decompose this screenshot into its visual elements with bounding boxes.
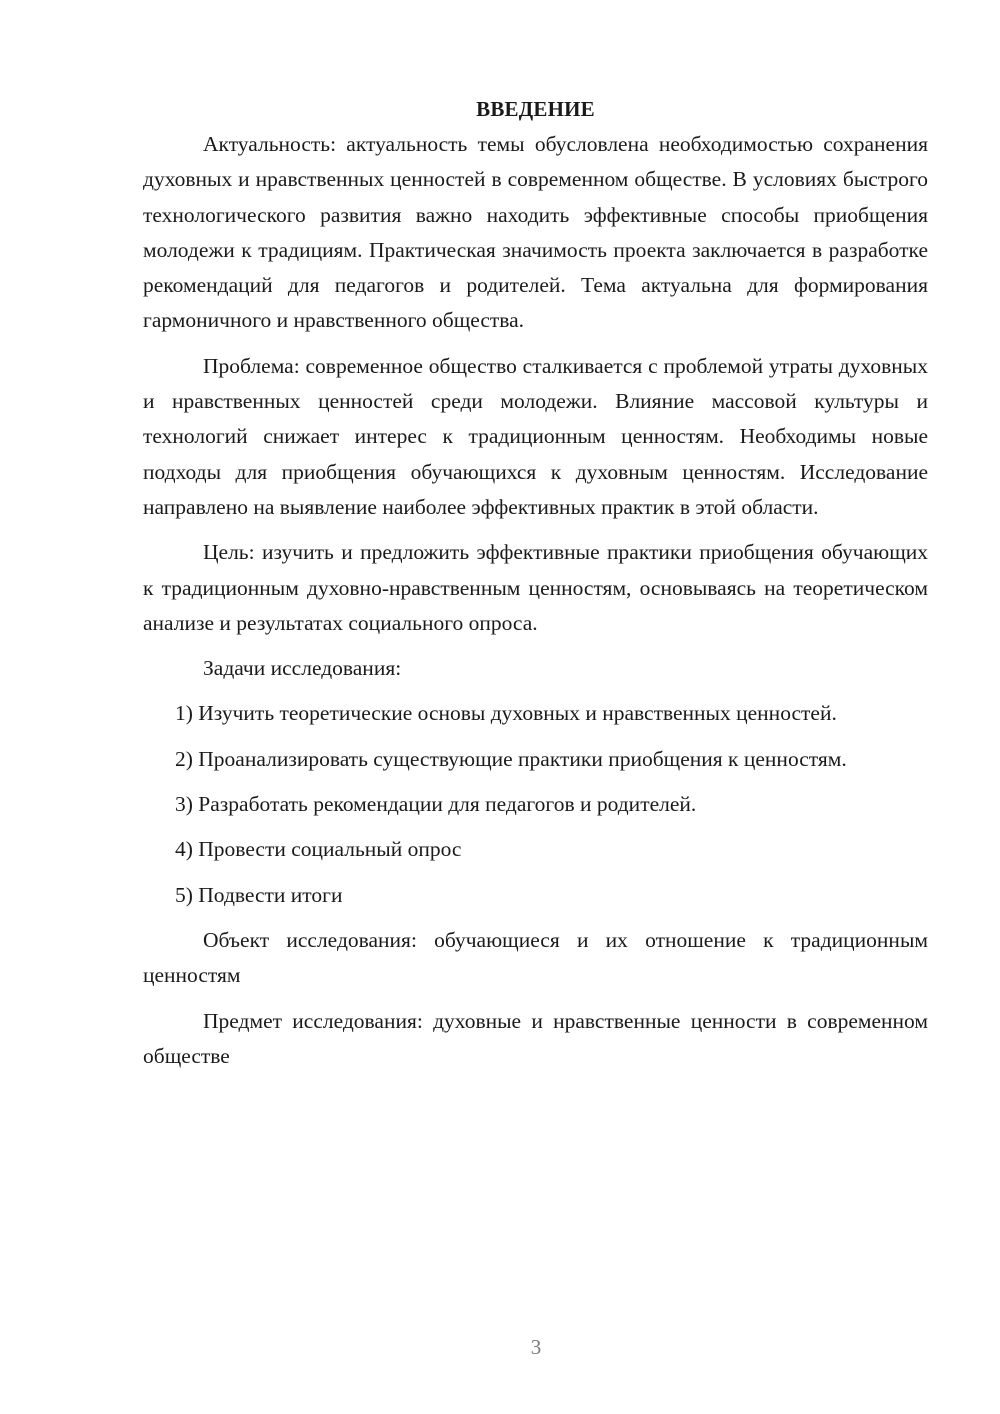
paragraph-goal: Цель: изучить и предложить эффективные практики приобщения обучающих к традиционным духовно-нравственным ценностям, основываясь на теоретическом анализе и результатах социального опроса. bbox=[143, 540, 928, 635]
document-page bbox=[143, 92, 928, 1084]
paragraph-relevance: Актуальность: актуальность темы обусловлена необходимостью сохранения духовных и нравственных ценностей в современном обществе. В условиях быстрого технологического развития важно находить эффективные способы приобщения молодежи к традициям. Практическая значимость проекта заключается в разработке рекомендаций для педагогов и родителей. Тема актуальна для формирования гармоничного и нравственного общества. bbox=[143, 132, 928, 333]
task-item-2: 2) Проанализировать существующие практики приобщения к ценностям. bbox=[175, 746, 847, 771]
tasks-list bbox=[143, 696, 928, 912]
task-item-1: 1) Изучить теоретические основы духовных и нравственных ценностей. bbox=[175, 701, 837, 726]
page-number: 3 bbox=[530, 1335, 542, 1359]
page-title: ВВЕДЕНИЕ bbox=[476, 97, 595, 121]
tasks-heading: Задачи исследования: bbox=[203, 656, 402, 681]
task-item-5: 5) Подвести итоги bbox=[175, 882, 343, 907]
task-item-3: 3) Разработать рекомендации для педагогов и родителей. bbox=[175, 792, 697, 817]
paragraph-subject: Предмет исследования: духовные и нравственные ценности в современном обществе bbox=[143, 1008, 928, 1068]
paragraph-object: Объект исследования: обучающиеся и их отношение к традиционным ценностям bbox=[143, 927, 928, 988]
task-item-4: 4) Провести социальный опрос bbox=[175, 837, 462, 862]
paragraph-problem: Проблема: современное общество сталкивается с проблемой утраты духовных и нравственных ценностей среди молодежи. Влияние массовой культуры и технологий снижает интерес к традиционным ценностям. Необходимы новые подходы для приобщения обучающихся к духовным ценностям. Исследование направлено на выявление наиболее эффективных практик в этой области. bbox=[143, 353, 928, 519]
